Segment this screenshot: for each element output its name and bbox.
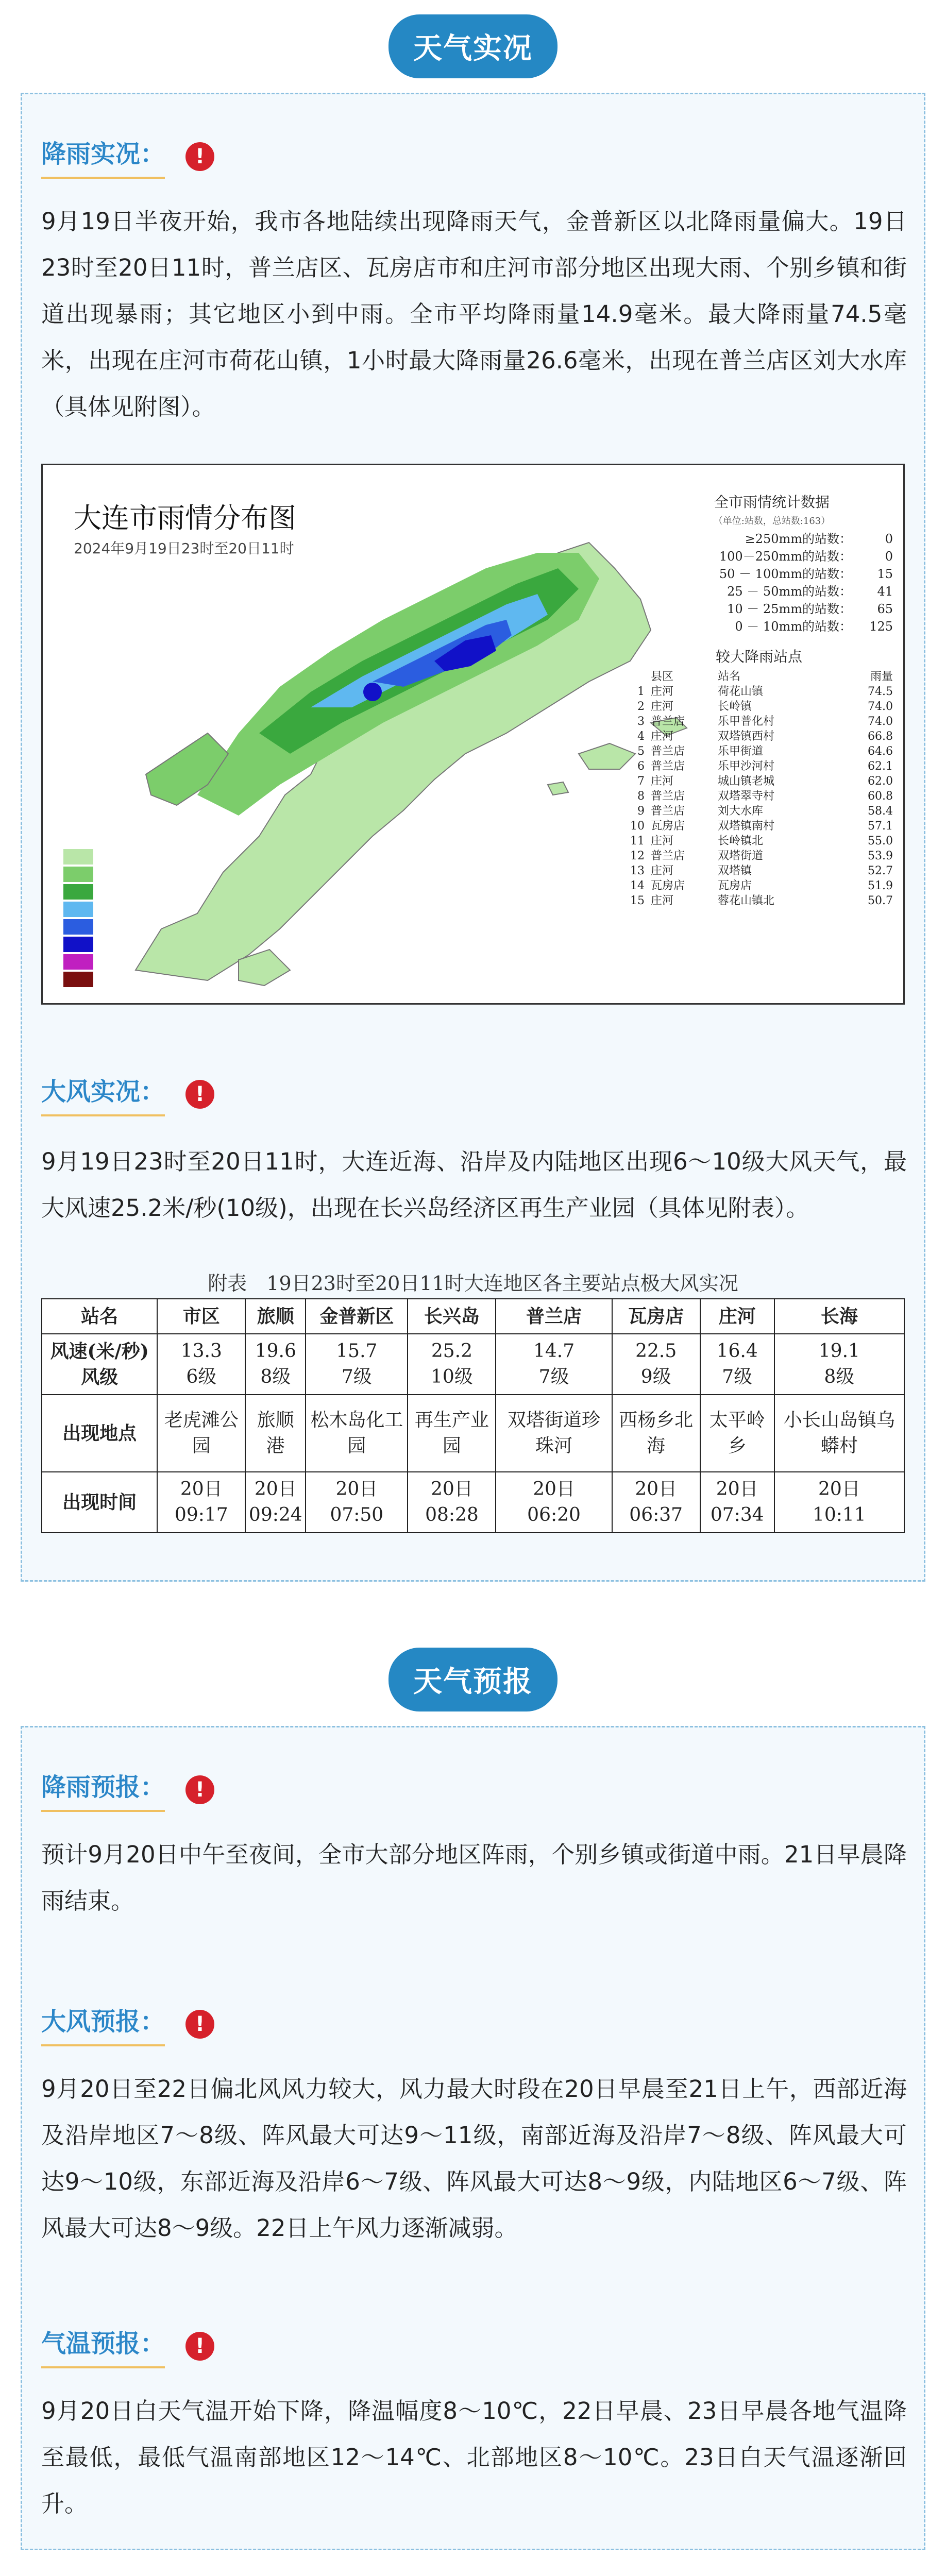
time-cell: 20日 08:28 [408,1472,496,1533]
alert-icon: ! [185,2010,214,2039]
site-row: 7 庄河 城山镇老城 62.0 [637,775,893,788]
wind-observed-heading: 大风实况： ! [41,1072,214,1116]
site-row: 15 庄河 蓉花山镇北 50.7 [630,894,893,907]
location-cell: 旅顺港 [245,1395,306,1472]
table-header-cell: 旅顺 [245,1299,306,1334]
alert-icon: ! [185,2332,214,2361]
time-cell: 20日 06:20 [496,1472,612,1533]
table-header-cell: 站名 [42,1299,157,1334]
section-header-weather-forecast [0,1643,946,1716]
temperature-forecast-text: 9月20日白天气温开始下降，降温幅度8～10℃，22日早晨、23日早晨各地气温降至最低，最低气温南部地区12～14℃、北部地区8～10℃。23日白天气温逐渐回升。 [41,2397,907,2517]
site-row: 2 庄河 长岭镇 74.0 [637,700,893,713]
site-row: 11 庄河 长岭镇北 55.0 [630,835,893,848]
sites-title: 较大降雨站点 [715,648,802,665]
site-row: 6 普兰店 乐甲沙河村 62.1 [637,760,893,773]
rain-forecast-text: 预计9月20日中午至夜间，全市大部分地区阵雨，个别乡镇或街道中雨。21日早晨降雨结束。 [41,1841,907,1914]
heavy-rain-sites [625,646,893,908]
table-row-label: 风速(米/秒)风级 [42,1334,157,1395]
alert-icon: ! [185,1080,214,1109]
location-cell: 老虎滩公园 [157,1395,245,1472]
location-cell: 太平岭乡 [700,1395,774,1472]
table-header-cell: 长海 [774,1299,904,1334]
map-date: 2024年9月19日23时至20日11时 [74,540,294,557]
map-title: 大连市雨情分布图 [74,502,296,534]
table-header-cell: 金普新区 [306,1299,408,1334]
site-row: 5 普兰店 乐甲街道 64.6 [637,745,893,758]
location-cell: 西杨乡北海 [612,1395,700,1472]
wind-speed-cell: 19.1 8级 [774,1334,904,1395]
table-header-cell: 市区 [157,1299,245,1334]
legend-swatch [63,972,93,987]
wind-table-caption: 附表 19日23时至20日11时大连地区各主要站点极大风实况 [208,1272,738,1295]
site-row: 4 庄河 双塔镇西村 66.8 [637,730,893,743]
wind-speed-cell: 16.4 7级 [700,1334,774,1395]
section-title: 天气实况 [388,14,558,78]
site-row: 10 瓦房店 双塔镇南村 57.1 [630,820,893,833]
legend-swatch [63,919,93,935]
site-row: 1 庄河 荷花山镇 74.5 [637,685,893,698]
table-row-label: 出现地点 [42,1395,157,1472]
stats-subtitle: （单位:站数，总站数:163） [713,516,831,527]
location-cell: 再生产业园 [408,1395,496,1472]
wind-speed-cell: 14.7 7级 [496,1334,612,1395]
wind-observed-text: 9月19日23时至20日11时，大连近海、沿岸及内陆地区出现6～10级大风天气，最大风速25.2米/秒(10级)，出现在长兴岛经济区再生产业园（具体见附表）。 [41,1148,907,1222]
stats-row: 25 － 50mm的站数： 41 [727,584,893,599]
legend-swatch [63,849,93,865]
stats-title: 全市雨情统计数据 [714,494,830,511]
temperature-forecast-heading: 气温预报： ! [41,2324,214,2368]
time-cell: 20日 10:11 [774,1472,904,1533]
map-legend [63,849,93,989]
wind-speed-cell: 13.3 6级 [157,1334,245,1395]
wind-speed-cell: 22.5 9级 [612,1334,700,1395]
section-title: 天气预报 [388,1648,558,1711]
legend-swatch [63,954,93,970]
stats-row: 10 － 25mm的站数： 65 [727,602,893,616]
sites-header: 县区 站名 雨量 [651,670,893,683]
table-header-cell: 普兰店 [496,1299,612,1334]
stats-row: 50 － 100mm的站数： 15 [719,567,893,581]
rain-distribution-map [41,464,905,1005]
wind-forecast-text: 9月20日至22日偏北风风力较大，风力最大时段在20日早晨至21日上午，西部近海及沿岸地区7～8级、阵风最大可达9～11级，南部近海及沿岸7～8级、阵风最大可达9～10级，东部近海及沿岸6～7级、阵风最大可达8～9级，内陆地区6～7级、阵风最大可达8～9级。22日上午风力逐渐减弱。 [41,2075,907,2242]
wind-speed-cell: 25.2 10级 [408,1334,496,1395]
section-header-weather-observed [0,10,946,82]
time-cell: 20日 09:17 [157,1472,245,1533]
rain-statistics [651,491,893,635]
site-row: 3 普兰店 乐甲普化村 74.0 [637,715,893,728]
alert-icon: ! [185,142,214,171]
rain-observed-heading: 降雨实况： ! [41,134,214,179]
stats-row: ≥250mm的站数： 0 [745,532,893,546]
wind-speed-cell: 15.7 7级 [306,1334,408,1395]
legend-swatch [63,884,93,900]
legend-swatch [63,867,93,882]
wind-table [41,1298,905,1533]
table-header-cell: 长兴岛 [408,1299,496,1334]
rain-observed-text: 9月19日半夜开始，我市各地陆续出现降雨天气，金普新区以北降雨量偏大。19日23时至20日11时，普兰店区、瓦房店市和庄河市部分地区出现大雨、个别乡镇和街道出现暴雨；其它地区小到中雨。全市平均降雨量14.9毫米。最大降雨量74.5毫米，出现在庄河市荷花山镇，1小时最大降雨量26.6毫米，出现在普兰店区刘大水库（具体见附图）。 [41,208,907,420]
location-cell: 松木岛化工园 [306,1395,408,1472]
wind-speed-cell: 19.6 8级 [245,1334,306,1395]
location-cell: 双塔街道珍珠河 [496,1395,612,1472]
time-cell: 20日 07:34 [700,1472,774,1533]
alert-icon: ! [185,1775,214,1804]
legend-swatch [63,937,93,952]
time-cell: 20日 09:24 [245,1472,306,1533]
legend-swatch [63,902,93,917]
site-row: 14 瓦房店 瓦房店 51.9 [630,879,893,892]
site-row: 13 庄河 双塔镇 52.7 [630,865,893,877]
site-row: 8 普兰店 双塔翠寺村 60.8 [637,790,893,803]
table-row-label: 出现时间 [42,1472,157,1533]
stats-row: 100－250mm的站数： 0 [719,549,893,564]
rain-forecast-heading: 降雨预报： ! [41,1767,214,1812]
time-cell: 20日 07:50 [306,1472,408,1533]
location-cell: 小长山岛镇乌蟒村 [774,1395,904,1472]
site-row: 9 普兰店 刘大水库 58.4 [637,805,893,818]
table-header-cell: 瓦房店 [612,1299,700,1334]
site-row: 12 普兰店 双塔街道 53.9 [630,850,893,862]
time-cell: 20日 06:37 [612,1472,700,1533]
wind-forecast-heading: 大风预报： ! [41,2002,214,2046]
stats-row: 0 － 10mm的站数： 125 [735,619,893,634]
table-header-cell: 庄河 [700,1299,774,1334]
